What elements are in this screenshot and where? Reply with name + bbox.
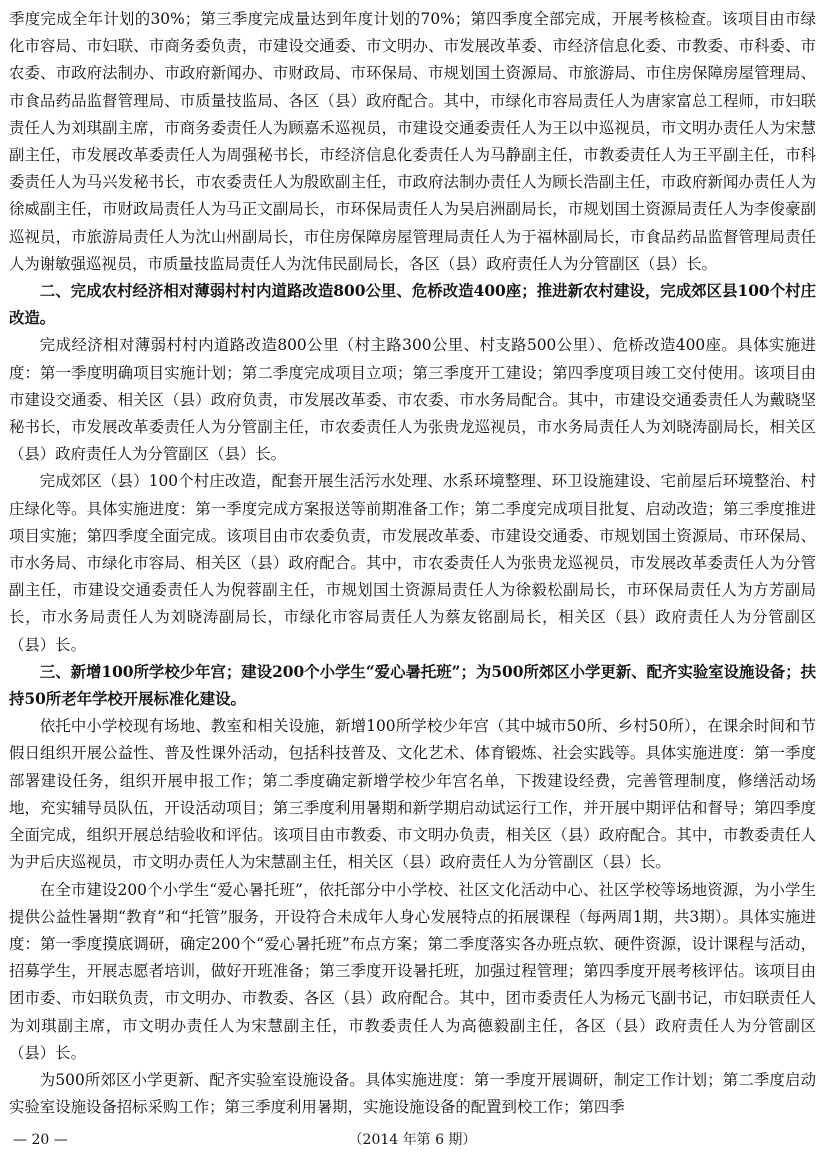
page-footer bbox=[9, 1128, 816, 1152]
page-number: — 20 — bbox=[13, 1132, 68, 1148]
document-body bbox=[9, 6, 816, 1121]
paragraph-school-youth-palace: 依托中小学校现有场地、教室和相关设施，新增100所学校少年宫（其中城市50所、乡村50所），在课余时间和节假日组织开展公益性、普及性课外活动，包括科技普及、文化艺术、体育锻炼、社会实践等。具体实施进度：第一季度部署建设任务，组织开展申报工作；第二季度确定新增学校少年宫名单，下拨建设经费，完善管理制度，修缮活动场地，充实辅导员队伍，开设活动项目；第三季度利用暑期和新学期启动试运行工作，并开展中期评估和督导；第四季度全面完成，组织开展总结验收和评估。该项目由市教委、市文明办负责，相关区（县）政府配合。其中，市教委责任人为尹后庆巡视员，市文明办责任人为宋慧副主任，相关区（县）政府责任人为分管副区（县）长。 bbox=[9, 717, 816, 872]
paragraph-summer-care-class: 在全市建设200个小学生“爱心暑托班”，依托部分中小学校、社区文化活动中心、社区学校等场地资源，为小学生提供公益性暑期“教育”和“托管”服务，开设符合未成年人身心发展特点的拓展课程（每两周1期，共3期）。具体实施进度：第一季度摸底调研，确定200个“爱心暑托班”布点方案；第二季度落实各办班点软、硬件资源，设计课程与活动，招募学生，开展志愿者培训，做好开班准备；第三季度开设暑托班，加强过程管理；第四季度开展考核评估。该项目由团市委、市妇联负责，市文明办、市教委、各区（县）政府配合。其中，团市委责任人为杨元飞副书记，市妇联责任人为刘琪副主席，市文明办责任人为宋慧副主任，市教委责任人为高德毅副主任，各区（县）政府责任人为分管副区（县）长。 bbox=[9, 880, 816, 1062]
section-heading-2: 二、完成农村经济相对薄弱村村内道路改造800公里、危桥改造400座；推进新农村建设，完成郊区县100个村庄改造。 bbox=[9, 282, 816, 328]
paragraph-lab-equipment: 为500所郊区小学更新、配齐实验室设施设备。具体实施进度：第一季度开展调研，制定工作计划；第二季度启动实验室设施设备招标采购工作；第三季度利用暑期，实施设施设备的配置到校工作；第四季 bbox=[9, 1070, 816, 1117]
section-heading-3: 三、新增100所学校少年宫；建设200个小学生“爱心暑托班”；为500所郊区小学更新、配齐实验室设施设备；扶持50所老年学校开展标准化建设。 bbox=[9, 662, 816, 709]
paragraph-village-renovation: 完成郊区（县）100个村庄改造，配套开展生活污水处理、水系环境整理、环卫设施建设、宅前屋后环境整治、村庄绿化等。具体实施进度：第一季度完成方案报送等前期准备工作；第二季度完成项目批复、启动改造；第三季度推进项目实施；第四季度全面完成。该项目由市农委负责，市发展改革委、市建设交通委、市规划国土资源局、市环保局、市水务局、市绿化市容局、相关区（县）政府配合。其中，市农委责任人为张贵龙巡视员，市发展改革委责任人为分管副主任，市建设交通委责任人为倪蓉副主任，市规划国土资源局责任人为徐毅松副局长，市环保局责任人为方芳副局长，市水务局责任人为刘晓涛副局长，市绿化市容局责任人为蔡友铭副局长，相关区（县）政府责任人为分管副区（县）长。 bbox=[9, 472, 816, 654]
paragraph-road-renovation: 完成经济相对薄弱村村内道路改造800公里（村主路300公里、村支路500公里）、危桥改造400座。具体实施进度：第一季度明确项目实施计划；第二季度完成项目立项；第三季度开工建设；第四季度项目竣工交付使用。该项目由市建设交通委、相关区（县）政府负责，市发展改革委、市农委、市水务局配合。其中，市建设交通委责任人为戴晓坚秘书长，市发展改革委责任人为分管副主任，市农委责任人为张贵龙巡视员，市水务局责任人为刘晓涛副局长，相关区（县）政府责任人为分管副区（县）长。 bbox=[9, 336, 816, 464]
paragraph-continuation: 季度完成全年计划的30%；第三季度完成量达到年度计划的70%；第四季度全部完成，开展考核检查。该项目由市绿化市容局、市妇联、市商务委负责，市建设交通委、市文明办、市发展改革委、市经济信息化委、市教委、市科委、市农委、市政府法制办、市政府新闻办、市财政局、市环保局、市规划国土资源局、市旅游局、市住房保障房屋管理局、市食品药品监督管理局、市质量技监局、各区（县）政府配合。其中，市绿化市容局责任人为唐家富总工程师，市妇联责任人为刘琪副主席，市商务委责任人为顾嘉禾巡视员，市建设交通委责任人为王以中巡视员，市文明办责任人为宋慧副主任，市发展改革委责任人为周强秘书长，市经济信息化委责任人为马静副主任，市教委责任人为王平副主任，市科委责任人为马兴发秘书长，市农委责任人为殷欧副主任，市政府法制办责任人为顾长浩副主任，市政府新闻办责任人为徐威副主任，市财政局责任人为马正文副局长，市环保局责任人为吴启洲副局长，市规划国土资源局责任人为李俊豪副巡视员，市旅游局责任人为沈山州副局长，市住房保障房屋管理局责任人为于福林副局长，市食品药品监督管理局责任人为谢敏强巡视员，市质量技监局责任人为沈伟民副局长，各区（县）政府责任人为分管副区（县）长。 bbox=[9, 10, 816, 273]
issue-label: （2014 年第 6 期） bbox=[348, 1132, 477, 1148]
